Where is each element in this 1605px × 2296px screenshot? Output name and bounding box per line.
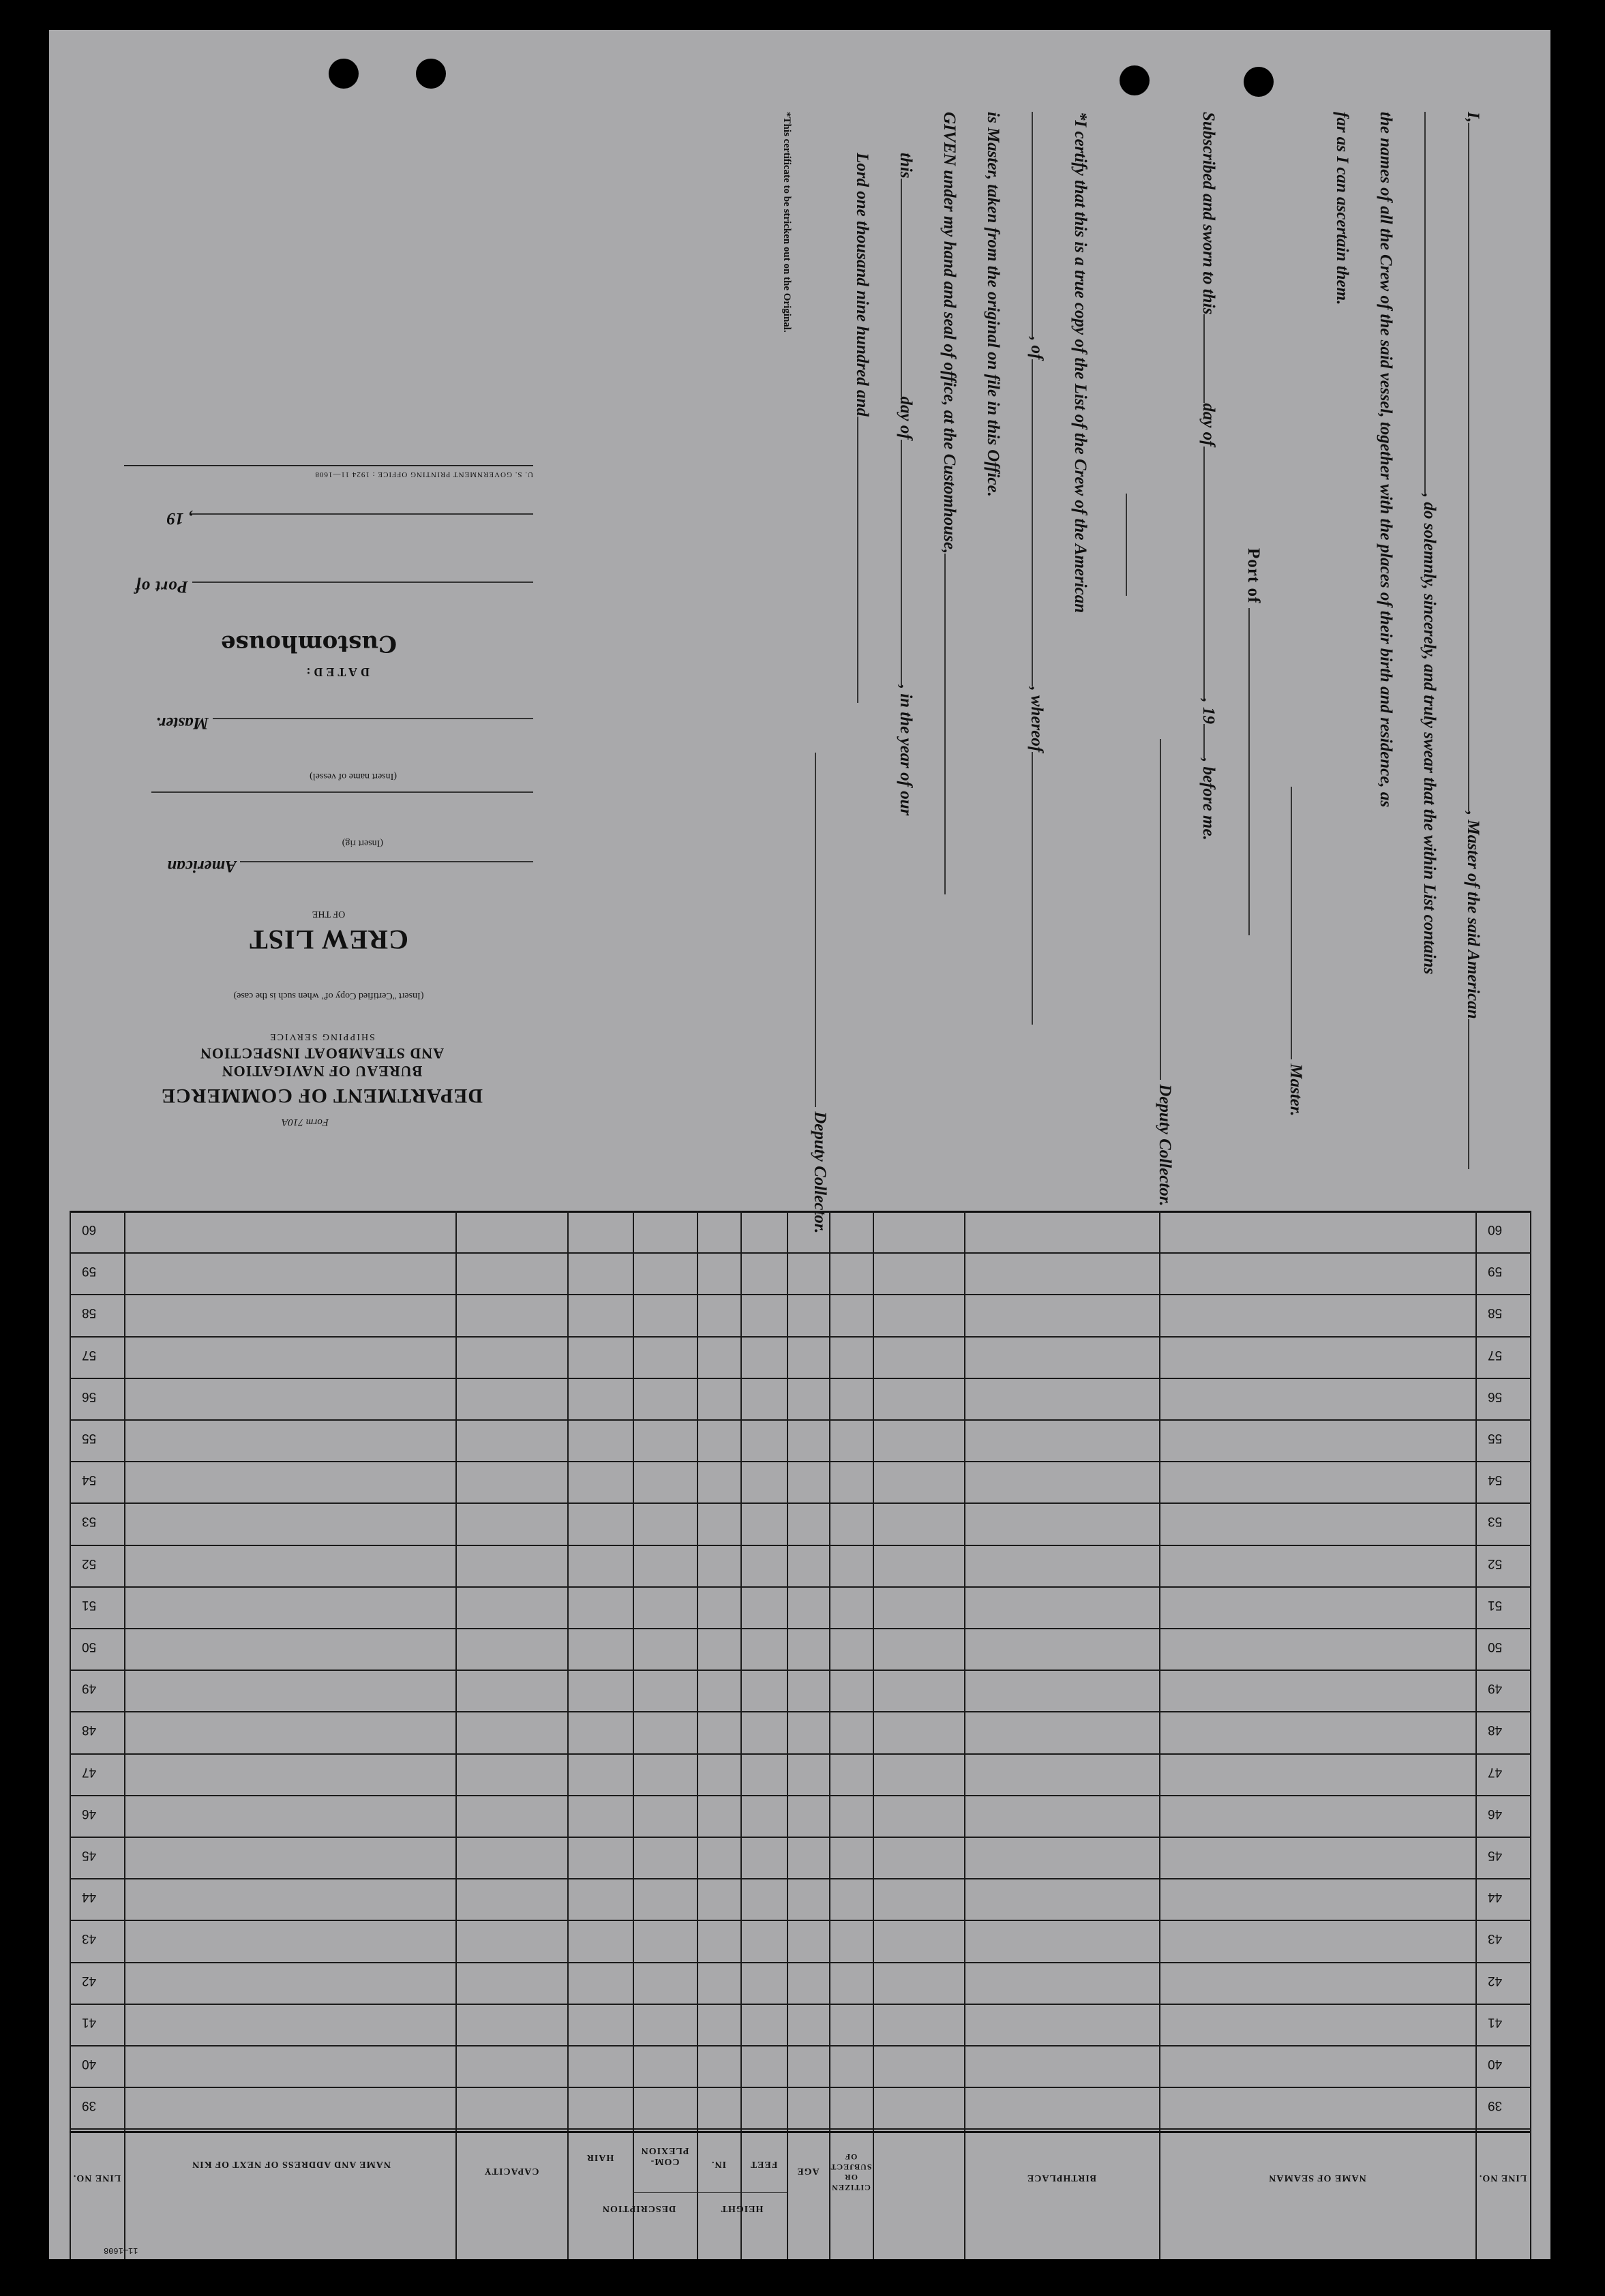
of-the: OF THE <box>312 909 346 919</box>
row-number-right: 48 <box>1488 1723 1503 1738</box>
table-row-rule <box>70 1378 1530 1379</box>
cert-line-5: thisday of, in the year of our <box>897 153 915 816</box>
row-number-right: 59 <box>1488 1264 1503 1279</box>
col-divider <box>1530 1211 1531 2259</box>
row-number-right: 44 <box>1488 1890 1503 1905</box>
cert-line-1: *I certify that this is a true copy of the List of the Crew of the American <box>1071 112 1090 614</box>
bureau-title-2: AND STEAMBOAT INSPECTION <box>199 1045 445 1062</box>
row-number-left: 53 <box>82 1514 97 1529</box>
header-birthplace: BIRTHPLACE <box>1026 2173 1097 2183</box>
col-divider <box>697 1211 698 2259</box>
row-number-left: 50 <box>82 1640 97 1654</box>
row-number-left: 60 <box>82 1222 97 1237</box>
table-row-rule <box>70 1586 1530 1588</box>
row-number-left: 56 <box>82 1389 97 1404</box>
table-row-rule <box>70 1878 1530 1879</box>
table-row-rule <box>70 1795 1530 1796</box>
cover-panel <box>90 112 533 1134</box>
cert-line-2: , of, whereof <box>1027 112 1046 1025</box>
port-of-line: Port of <box>134 577 533 596</box>
col-divider <box>787 1211 788 2259</box>
row-number-left: 40 <box>82 2057 97 2071</box>
row-number-left: 45 <box>82 1848 97 1862</box>
short-rule <box>1121 494 1140 596</box>
table-row-rule <box>70 2004 1530 2005</box>
col-divider <box>740 1211 742 2259</box>
col-divider <box>70 1211 71 2259</box>
deputy-collector-1: Deputy Collector. <box>1155 739 1174 1206</box>
table-row-rule <box>70 2045 1530 2046</box>
row-number-right: 45 <box>1488 1848 1503 1862</box>
row-number-right: 58 <box>1488 1305 1503 1320</box>
header-description: DESCRIPTION <box>601 2203 676 2214</box>
header-in: IN. <box>710 2159 727 2169</box>
bureau-title: BUREAU OF NAVIGATION <box>221 1063 423 1080</box>
col-divider <box>124 1211 125 2259</box>
header-complexion: COM- PLEXION <box>640 2145 689 2166</box>
row-number-right: 46 <box>1488 1806 1503 1821</box>
col-divider <box>455 1211 457 2259</box>
row-number-right: 49 <box>1488 1681 1503 1696</box>
header-rule <box>70 2131 1530 2133</box>
row-number-right: 43 <box>1488 1931 1503 1946</box>
row-number-right: 53 <box>1488 1514 1503 1529</box>
cert-line-6: Lord one thousand nine hundred and <box>852 153 871 703</box>
oath-port: Port of <box>1244 548 1263 935</box>
master-signature: Master. <box>1286 787 1305 1116</box>
row-number-left: 58 <box>82 1305 97 1320</box>
customhouse-label: Customhouse <box>220 630 397 657</box>
table-row-rule <box>70 2087 1530 2088</box>
row-number-left: 43 <box>82 1931 97 1946</box>
row-number-left: 52 <box>82 1556 97 1571</box>
header-height: HEIGHT <box>720 2203 764 2214</box>
department-title: DEPARTMENT OF COMMERCE <box>160 1085 483 1107</box>
table-row-rule <box>70 1419 1530 1421</box>
shipping-service: SHIPPING SERVICE <box>269 1031 375 1042</box>
table-row-rule <box>70 1711 1530 1712</box>
table-row-rule <box>70 1628 1530 1629</box>
form-sheet <box>49 30 1550 2259</box>
row-number-left: 57 <box>82 1347 97 1362</box>
table-top-rule <box>70 1211 1530 1213</box>
table-row-rule <box>70 1962 1530 1963</box>
print-stamp: U. S. GOVERNMENT PRINTING OFFICE : 1924 11—1608 <box>314 470 533 479</box>
row-number-right: 40 <box>1488 2057 1503 2071</box>
table-row-rule <box>70 1545 1530 1546</box>
certified-note: (Insert "Certified Copy of" when such is the case) <box>233 991 424 1001</box>
header-age: AGE <box>796 2166 820 2176</box>
master-line: Master. <box>156 713 533 732</box>
row-number-right: 52 <box>1488 1556 1503 1571</box>
table-row-rule <box>70 1461 1530 1462</box>
print-stamp-rule <box>124 465 533 466</box>
row-number-left: 51 <box>82 1597 97 1612</box>
american-rig-line: American <box>167 856 533 875</box>
row-number-right: 42 <box>1488 1973 1503 1988</box>
col-divider <box>567 1211 569 2259</box>
header-line-no-left: LINE NO. <box>72 2173 121 2183</box>
row-number-right: 55 <box>1488 1431 1503 1445</box>
header-hair: HAIR <box>586 2152 614 2162</box>
header-feet: FEET <box>749 2159 778 2169</box>
oath-line-1: I,, Master of the said American <box>1463 112 1482 1169</box>
table-row-rule <box>70 1336 1530 1338</box>
col-divider <box>964 1211 965 2259</box>
row-number-right: 54 <box>1488 1472 1503 1487</box>
col-divider <box>873 1211 874 2259</box>
cert-line-4: GIVEN under my hand and seal of office, at the Customhouse, <box>940 112 959 894</box>
form-number: Form 710A <box>282 1117 329 1128</box>
row-number-left: 41 <box>82 2014 97 2029</box>
crew-table <box>49 1211 1550 2259</box>
row-number-left: 48 <box>82 1723 97 1738</box>
header-next-of-kin: NAME AND ADDRESS OF NEXT OF KIN <box>192 2159 391 2169</box>
row-number-left: 59 <box>82 1264 97 1279</box>
deputy-collector-2: Deputy Collector. <box>810 753 829 1233</box>
table-row-rule <box>70 1920 1530 1921</box>
row-number-left: 44 <box>82 1890 97 1905</box>
table-row-rule <box>70 2128 1530 2130</box>
header-line-no-right: LINE NO. <box>1478 2173 1527 2183</box>
cert-line-3: is Master, taken from the original on file in this Office. <box>984 112 1002 497</box>
cert-footnote: *This certificate to be stricken out on the Original. <box>781 112 792 333</box>
header-citizen: CITIZEN OR SUBJECT OF <box>830 2152 872 2192</box>
row-number-right: 51 <box>1488 1597 1503 1612</box>
desc-subrule <box>633 2192 697 2193</box>
dated-label: DATED: <box>303 665 370 679</box>
row-number-right: 39 <box>1488 2098 1503 2113</box>
row-number-left: 42 <box>82 1973 97 1988</box>
table-row-rule <box>70 1670 1530 1671</box>
table-row-rule <box>70 1294 1530 1295</box>
table-row-rule <box>70 1837 1530 1838</box>
col-divider <box>1159 1211 1160 2259</box>
sworn-line: Subscribed and sworn to thisday of, 19, before me. <box>1199 112 1218 841</box>
header-name-of-seaman: NAME OF SEAMAN <box>1268 2173 1366 2183</box>
crew-list-title: CREW LIST <box>249 924 408 955</box>
table-row-rule <box>70 1502 1530 1504</box>
year-line: , 19 <box>167 509 534 528</box>
row-number-right: 41 <box>1488 2014 1503 2029</box>
row-number-left: 47 <box>82 1764 97 1779</box>
row-number-left: 54 <box>82 1472 97 1487</box>
row-number-right: 60 <box>1488 1222 1503 1237</box>
insert-vessel: (Insert name of vessel) <box>310 771 397 781</box>
row-number-left: 55 <box>82 1431 97 1445</box>
col-divider <box>633 1211 634 2259</box>
insert-rig: (Insert rig) <box>342 838 383 848</box>
vessel-line <box>151 787 533 806</box>
row-number-right: 57 <box>1488 1347 1503 1362</box>
col-divider <box>1475 1211 1477 2259</box>
row-number-right: 50 <box>1488 1640 1503 1654</box>
row-number-left: 46 <box>82 1806 97 1821</box>
desc-subrule-2 <box>697 2192 787 2193</box>
row-number-right: 47 <box>1488 1764 1503 1779</box>
bottom-stamp: 11—1608 <box>104 2246 138 2255</box>
col-divider <box>829 1211 830 2259</box>
oath-line-4: far as I can ascertain them. <box>1333 112 1351 305</box>
header-capacity: CAPACITY <box>483 2166 539 2176</box>
oath-line-3: the names of all the Crew of the said vessel, together with the places of their birth and residence, as <box>1377 112 1395 808</box>
table-row-rule <box>70 1252 1530 1254</box>
row-number-left: 49 <box>82 1681 97 1696</box>
oath-line-2: , do solemnly, sincerely, and truly swear that the within List contains <box>1420 112 1439 974</box>
row-number-right: 56 <box>1488 1389 1503 1404</box>
table-row-rule <box>70 1753 1530 1755</box>
row-number-left: 39 <box>82 2098 97 2113</box>
